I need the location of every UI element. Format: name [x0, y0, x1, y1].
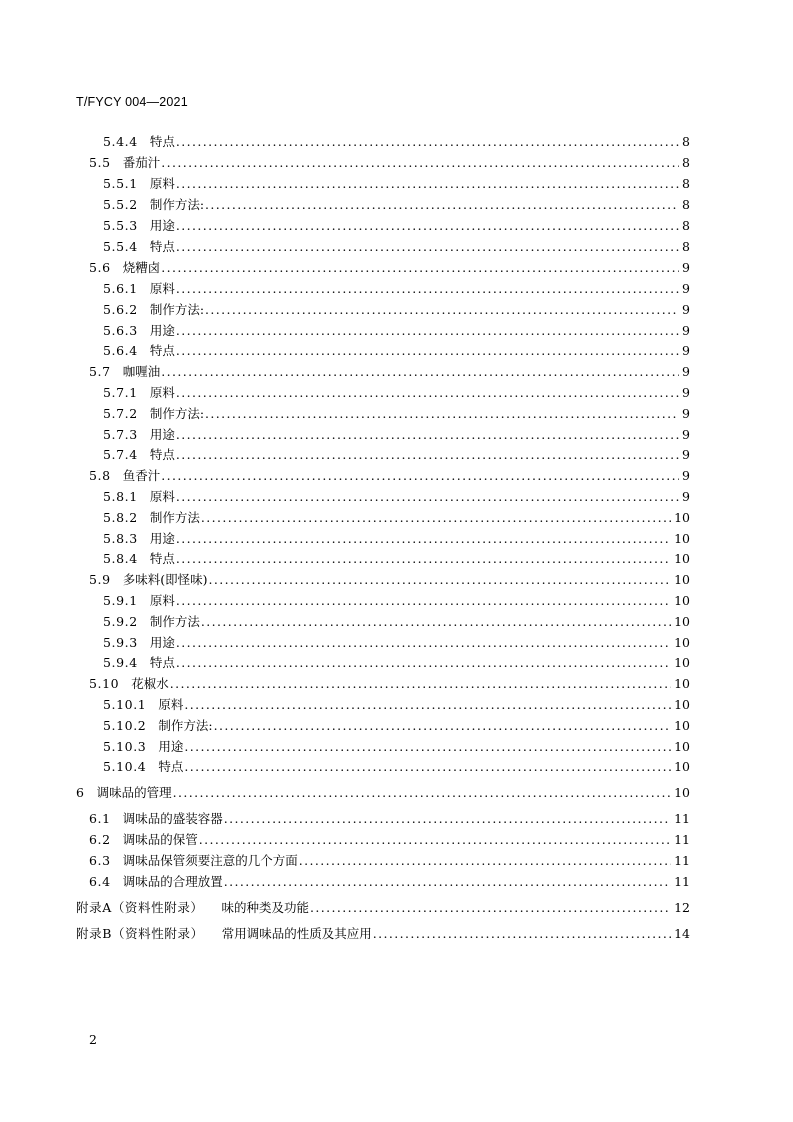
toc-leader-dots	[161, 470, 679, 483]
document-code: T/FYCY 004—2021	[76, 95, 188, 109]
toc-leader-dots	[161, 262, 679, 275]
toc-leader-dots	[176, 387, 679, 400]
toc-entry-title: 制作方法	[149, 509, 200, 525]
toc-entry-title: 制作方法:	[149, 405, 205, 421]
toc-entry[interactable]	[0, 566, 793, 586]
toc-leader-dots	[184, 741, 671, 754]
toc-entry-number: 5.5.1	[103, 175, 138, 191]
toc-entry-title: 制作方法:	[149, 301, 205, 317]
toc-entry[interactable]	[0, 170, 793, 190]
toc-entry-title: 用途	[149, 634, 175, 650]
toc-leader-dots	[176, 595, 671, 608]
toc-entry-number: 5.8.2	[103, 509, 138, 525]
toc-entry-title: 特点	[149, 654, 175, 670]
toc-entry-title: 调味品的管理	[96, 784, 172, 800]
toc-entry[interactable]	[0, 421, 793, 441]
toc-entry[interactable]	[0, 212, 793, 232]
toc-entry-title: 特点	[158, 758, 184, 774]
toc-entry-page: 10	[674, 717, 690, 733]
toc-entry[interactable]	[0, 337, 793, 357]
toc-leader-dots	[176, 283, 679, 296]
toc-leader-dots	[161, 366, 679, 379]
toc-entry-page: 11	[674, 831, 690, 847]
toc-leader-dots	[224, 876, 671, 889]
toc-entry-title: 特点	[149, 550, 175, 566]
toc-entry[interactable]	[0, 670, 793, 690]
toc-leader-dots	[176, 220, 679, 233]
toc-entry-page: 8	[682, 154, 690, 170]
toc-entry-number: 5.10.2	[103, 717, 147, 733]
page-number: 2	[89, 1032, 97, 1047]
toc-entry-page: 8	[682, 175, 690, 191]
toc-entry-title: 鱼香汁	[122, 467, 161, 483]
toc-entry[interactable]	[0, 275, 793, 295]
toc-entry-number: 5.5.4	[103, 238, 138, 254]
toc-entry[interactable]	[0, 379, 793, 399]
toc-entry-number: 5.9.2	[103, 613, 138, 629]
toc-leader-dots	[205, 408, 679, 421]
toc-leader-dots	[214, 720, 672, 733]
toc-entry-title: 特点	[149, 446, 175, 462]
toc-entry-title: 用途	[158, 738, 184, 754]
toc-entry-title: 原料	[149, 488, 175, 504]
toc-entry-number: 5.5.3	[103, 217, 138, 233]
toc-leader-dots	[176, 345, 679, 358]
toc-leader-dots	[299, 855, 671, 868]
toc-entry-number: 5.5	[89, 154, 111, 170]
toc-entry-title: 制作方法:	[158, 717, 213, 733]
toc-entry[interactable]	[0, 712, 793, 732]
toc-entry-number: 5.6.2	[103, 301, 138, 317]
toc-entry[interactable]	[0, 483, 793, 503]
toc-entry[interactable]	[0, 462, 793, 482]
toc-entry[interactable]	[0, 779, 793, 799]
toc-entry-page: 11	[674, 852, 690, 868]
toc-entry-page: 9	[682, 446, 690, 462]
toc-entry-page: 10	[674, 654, 690, 670]
toc-leader-dots	[176, 136, 679, 149]
toc-leader-dots	[176, 657, 671, 670]
toc-entry-page: 9	[682, 259, 690, 275]
toc-entry[interactable]	[0, 920, 793, 940]
toc-entry[interactable]	[0, 805, 793, 825]
toc-leader-dots	[176, 553, 671, 566]
toc-entry-number: 5.6	[89, 259, 111, 275]
toc-leader-dots	[201, 512, 671, 525]
toc-entry-title: 咖喱油	[122, 363, 161, 379]
toc-entry-number: 6.1	[89, 810, 111, 826]
toc-entry-number: 6	[76, 784, 85, 800]
toc-entry-number: 5.9.3	[103, 634, 138, 650]
toc-entry[interactable]	[0, 400, 793, 420]
toc-entry-page: 10	[674, 784, 690, 800]
toc-entry-number: 5.9.4	[103, 654, 138, 670]
toc-entry-title: 特点	[149, 342, 175, 358]
toc-entry-page: 9	[682, 467, 690, 483]
toc-entry-page: 9	[682, 426, 690, 442]
toc-entry[interactable]	[0, 149, 793, 169]
toc-entry-page: 10	[674, 530, 690, 546]
toc-entry-title: 用途	[149, 322, 175, 338]
toc-entry-title: 调味品保管须要注意的几个方面	[122, 852, 298, 868]
toc-entry-title: 原料	[149, 592, 175, 608]
toc-entry-number: 6.4	[89, 873, 111, 889]
toc-entry-page: 10	[674, 738, 690, 754]
toc-entry-page: 9	[682, 280, 690, 296]
toc-entry-title: 花椒水	[131, 675, 169, 691]
toc-entry-page: 8	[682, 133, 690, 149]
toc-entry-title: 原料	[149, 384, 175, 400]
toc-entry-number: 5.6.3	[103, 322, 138, 338]
toc-entry-title: 用途	[149, 217, 175, 233]
toc-leader-dots	[170, 678, 671, 691]
toc-leader-dots	[373, 928, 671, 941]
toc-entry-page: 12	[674, 899, 690, 915]
toc-entry-page: 8	[682, 238, 690, 254]
toc-entry[interactable]	[0, 587, 793, 607]
toc-entry-number: 5.5.2	[103, 196, 138, 212]
toc-entry-number: 5.8.4	[103, 550, 138, 566]
toc-entry-page: 9	[682, 488, 690, 504]
toc-leader-dots	[176, 429, 679, 442]
toc-entry[interactable]	[0, 358, 793, 378]
toc-entry-number: 5.7	[89, 363, 111, 379]
toc-entry-number: 5.9	[89, 571, 111, 587]
toc-entry[interactable]	[0, 868, 793, 888]
toc-entry-page: 14	[674, 925, 690, 941]
toc-entry[interactable]	[0, 504, 793, 524]
toc-entry-number: 5.8.1	[103, 488, 138, 504]
toc-leader-dots	[199, 834, 671, 847]
toc-leader-dots	[176, 637, 671, 650]
toc-leader-dots	[184, 699, 671, 712]
toc-entry-number: 5.7.2	[103, 405, 138, 421]
toc-entry-number: 5.8.3	[103, 530, 138, 546]
toc-entry-title: 制作方法:	[149, 196, 205, 212]
toc-entry-number: 5.10.4	[103, 758, 147, 774]
toc-entry-page: 10	[674, 675, 690, 691]
toc-entry-title: 原料	[149, 175, 175, 191]
toc-entry-title: 特点	[149, 133, 175, 149]
toc-entry-number: 附录B（资料性附录）	[76, 925, 204, 941]
toc-leader-dots	[176, 449, 679, 462]
toc-entry-number: 5.7.3	[103, 426, 138, 442]
toc-entry-title: 特点	[149, 238, 175, 254]
toc-entry-page: 9	[682, 322, 690, 338]
toc-entry-number: 5.8	[89, 467, 111, 483]
toc-entry[interactable]	[0, 629, 793, 649]
toc-entry-number: 5.9.1	[103, 592, 138, 608]
toc-entry-page: 10	[674, 758, 690, 774]
toc-leader-dots	[176, 533, 671, 546]
toc-entry-title: 调味品的合理放置	[122, 873, 223, 889]
toc-leader-dots	[201, 616, 671, 629]
toc-entry[interactable]	[0, 317, 793, 337]
toc-entry-number: 5.6.4	[103, 342, 138, 358]
toc-entry-number: 附录A（资料性附录）	[76, 899, 204, 915]
toc-entry-page: 10	[674, 634, 690, 650]
toc-entry-title: 常用调味品的性质及其应用	[221, 925, 372, 941]
toc-entry-number: 5.10	[89, 675, 120, 691]
toc-entry-number: 5.4.4	[103, 133, 138, 149]
toc-entry-title: 调味品的盛装容器	[122, 810, 223, 826]
toc-entry[interactable]	[0, 753, 793, 773]
toc-entry-page: 10	[674, 592, 690, 608]
toc-entry-page: 10	[674, 696, 690, 712]
toc-entry-page: 10	[674, 571, 690, 587]
toc-entry-page: 9	[682, 384, 690, 400]
toc-leader-dots	[176, 325, 679, 338]
toc-leader-dots	[176, 241, 679, 254]
toc-entry[interactable]	[0, 545, 793, 565]
toc-entry-page: 8	[682, 217, 690, 233]
toc-entry-title: 制作方法	[149, 613, 200, 629]
toc-entry-number: 5.6.1	[103, 280, 138, 296]
toc-leader-dots	[161, 157, 679, 170]
toc-leader-dots	[173, 787, 672, 800]
toc-entry-title: 番茄汁	[122, 154, 161, 170]
toc-entry-title: 味的种类及功能	[221, 899, 310, 915]
toc-entry-title: 原料	[158, 696, 184, 712]
toc-entry-title: 原料	[149, 280, 175, 296]
toc-entry-page: 8	[682, 196, 690, 212]
toc-entry-title: 烧糟卤	[122, 259, 161, 275]
toc-entry[interactable]	[0, 847, 793, 867]
toc-entry[interactable]	[0, 691, 793, 711]
toc-entry-page: 10	[674, 509, 690, 525]
toc-entry-page: 9	[682, 301, 690, 317]
toc-entry-number: 5.7.1	[103, 384, 138, 400]
toc-entry[interactable]	[0, 894, 793, 914]
toc-entry-page: 11	[674, 810, 690, 826]
toc-entry-title: 用途	[149, 530, 175, 546]
toc-leader-dots	[205, 304, 679, 317]
toc-entry-number: 5.10.1	[103, 696, 147, 712]
toc-entry[interactable]	[0, 826, 793, 846]
toc-entry[interactable]	[0, 191, 793, 211]
toc-leader-dots	[205, 199, 679, 212]
toc-leader-dots	[176, 178, 679, 191]
toc-entry-page: 9	[682, 342, 690, 358]
toc-entry[interactable]	[0, 608, 793, 628]
toc-leader-dots	[208, 574, 671, 587]
toc-leader-dots	[310, 902, 671, 915]
toc-entry[interactable]	[0, 233, 793, 253]
toc-entry[interactable]	[0, 296, 793, 316]
toc-entry-number: 5.10.3	[103, 738, 147, 754]
toc-entry-number: 6.3	[89, 852, 111, 868]
toc-entry-title: 用途	[149, 426, 175, 442]
toc-entry[interactable]	[0, 441, 793, 461]
toc-leader-dots	[224, 813, 671, 826]
toc-entry[interactable]	[0, 128, 793, 148]
toc-entry-title: 调味品的保管	[122, 831, 198, 847]
toc-entry-number: 5.7.4	[103, 446, 138, 462]
toc-entry-number: 6.2	[89, 831, 111, 847]
toc-entry-page: 10	[674, 613, 690, 629]
toc-entry[interactable]	[0, 525, 793, 545]
toc-entry-page: 9	[682, 405, 690, 421]
toc-entry-page: 10	[674, 550, 690, 566]
toc-leader-dots	[184, 761, 671, 774]
toc-entry[interactable]	[0, 254, 793, 274]
toc-entry-page: 11	[674, 873, 690, 889]
toc-entry-title: 多味料(即怪味)	[122, 571, 208, 587]
toc-leader-dots	[176, 491, 679, 504]
toc-entry[interactable]	[0, 649, 793, 669]
toc-entry[interactable]	[0, 733, 793, 753]
toc-entry-page: 9	[682, 363, 690, 379]
